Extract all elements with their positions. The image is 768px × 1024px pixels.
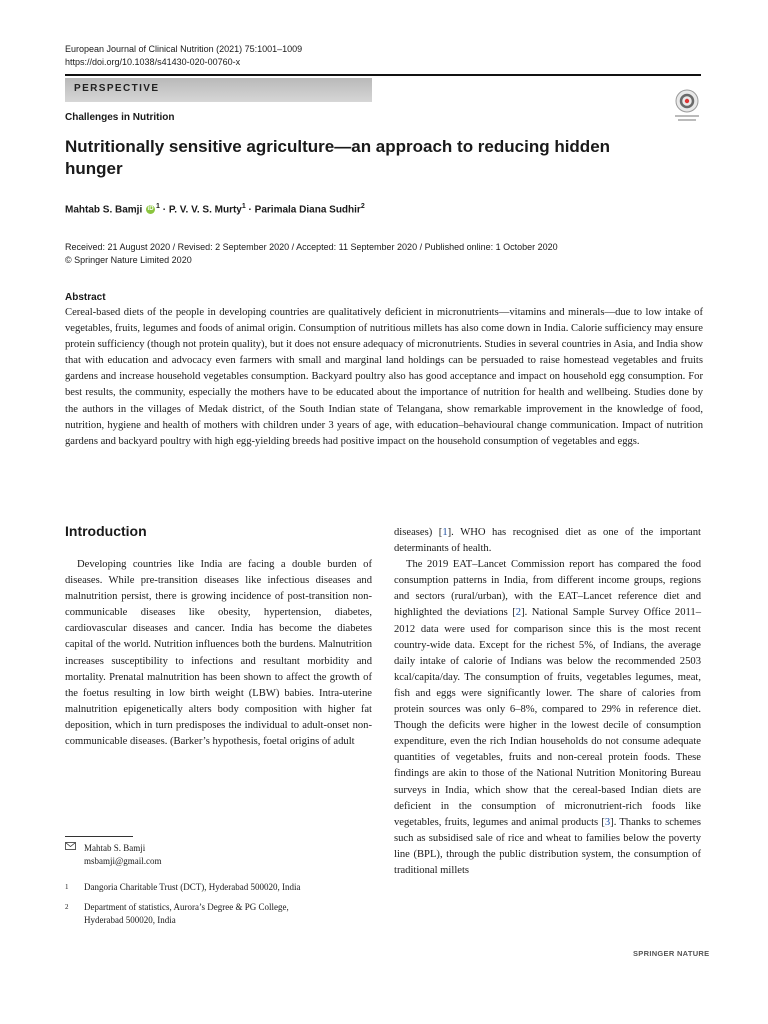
journal-header (65, 43, 302, 69)
article-type-banner (65, 78, 372, 102)
reference-link[interactable]: 1 (442, 527, 448, 538)
section-label: Challenges in Nutrition (65, 112, 175, 123)
publication-dates (65, 241, 705, 267)
header-rule (65, 74, 701, 76)
article-type-label: PERSPECTIVE (74, 83, 160, 94)
corresponding-email[interactable]: msbamji@gmail.com (84, 856, 162, 866)
footnote-rule (65, 836, 133, 837)
author-affiliation: 1 (156, 203, 160, 210)
history-dates: Received: 21 August 2020 / Revised: 2 September 2020 / Accepted: 11 September 2020 / Published online: 1 October 2020 (65, 242, 558, 252)
copyright-line: © Springer Nature Limited 2020 (65, 255, 192, 265)
intro-paragraph: diseases) [1]. WHO has recognised diet as one of the important determinants of health. (394, 527, 702, 555)
author-separator: · (248, 204, 252, 216)
affiliation-number: 2 (65, 903, 69, 911)
article-title: Nutritionally sensitive agriculture—an approach to reducing hidden hunger (65, 137, 611, 178)
journal-citation: European Journal of Clinical Nutrition (2021) 75:1001–1009 (65, 44, 303, 54)
corresponding-name: Mahtab S. Bamji (84, 843, 146, 853)
author-name[interactable]: P. V. V. S. Murty (168, 204, 242, 216)
author-affiliation: 1 (241, 203, 246, 210)
author-list (65, 203, 365, 215)
author-name[interactable]: Mahtab S. Bamji (65, 204, 143, 216)
abstract-heading: Abstract (65, 292, 106, 303)
doi-link[interactable]: https://doi.org/10.1038/s41430-020-00760-x (65, 57, 241, 67)
author-name[interactable]: Parimala Diana Sudhir (254, 204, 361, 216)
author-separator: · (162, 204, 167, 216)
abstract-text: Cereal-based diets of the people in developing countries are qualitatively deficient in micronutrients—vitamins and minerals—due to low intake of vegetables, fruits, legumes and foods of animal origin. Consumption of nutritious millets has also come down in India. Calorie sufficiency may ensure protein sufficiency (though not protein quality), but it does not ensure adequacy of micronutrients. Studies in several countries in Asia, and India show that with education and advocacy even farmers with small and marginal land holdings can be persuaded to raise homestead vegetables and fruits gardens and increase household vegetables consumption. Backyard poultry also has good acceptance and impact on household egg consumption. For best results, the community, especially the mothers have to be educated about the importance of nutrition for health and wellbeing. Studies done by the authors in the villages of Medak district, of the South Indian state of Telangana, show remarkable improvement in the knowledge of food, nutrition, hygiene and health of mothers with children under 3 years of age, with education–behavioural change communication. Impact of nutrition gardens and backyard poultry with high egg-yielding breeds had positive impact on the household consumption of vegetables and eggs. (65, 307, 703, 447)
check-updates-icon[interactable] (672, 88, 702, 124)
affiliation-text: Department of statistics, Aurora’s Degree & PG College, (84, 902, 289, 912)
intro-paragraph: The 2019 EAT–Lancet Commission report has compared the food consumption patterns in India, from different income groups, regions and sectors (rural/urban), with the EAT–Lancet reference diet and highlighted the deviations [2]. National Sample Survey Office 2011–2012 data were used for comparison since this is the most recent country-wide data. Except for the richest 5%, of Indians, the average daily intake of calorie of Indians was below the recommended 2503 kcal/capita/day. The consumption of fruits, vegetables legumes, meat, fish and eggs were significantly lower. The share of calories from protein sources was only 6–8%, compared to 29% in reference diet. Though the deficits were higher in the lowest decile of consumption expenditure, even the rich Indian households do not consume adequate quantities of vegetables, fruits and non-cereal protein foods. These findings are akin to those of the National Nutrition Monitoring Bureau surveys in India, which show that the cereal-based Indian diets are deficient in the consumption of micronutrient-rich foods like vegetables, fruits, legumes and animal products [3]. Thanks to schemes such as subsidised sale of rice and wheat to families below the poverty line (BPL), through the public distribution system, the consumption of traditional millets (394, 559, 702, 876)
publisher-logo: SPRINGER NATURE (633, 949, 710, 958)
intro-paragraph-left: Developing countries like India are facing a double burden of diseases. While pre-transition diseases like infectious diseases and malnutrition persist, there is growing incidence of post-transition non-communicable diseases like obesity, hypertension, diabetes, cardiovascular diseases and cancer. India has become the diabetes capital of the world. Nutrition influences both the burdens. Malnutrition increases susceptibility to infections and resultant morbidity and mortality. Prenatal malnutrition has been shown to affect the growth of the foetus resulting in low birth weight (LBW) babies. Intra-uterine malnutrition epigenetically alters body composition with higher fat deposition, which in turn predisposes the individual to adult-onset non-communicable diseases. (Barker’s hypothesis, foetal origins of adult (65, 559, 372, 748)
affiliation-text: Dangoria Charitable Trust (DCT), Hyderabad 500020, India (84, 882, 301, 892)
affiliation-number: 1 (65, 883, 69, 891)
envelope-icon (65, 842, 76, 855)
affiliation-text: Hyderabad 500020, India (84, 915, 176, 925)
orcid-icon[interactable]: iD (147, 206, 154, 213)
reference-link[interactable]: 2 (515, 607, 522, 619)
intro-right-column (394, 525, 701, 879)
reference-link[interactable]: 3 (604, 816, 611, 828)
introduction-heading: Introduction (65, 523, 147, 539)
author-affiliation: 2 (360, 203, 365, 210)
